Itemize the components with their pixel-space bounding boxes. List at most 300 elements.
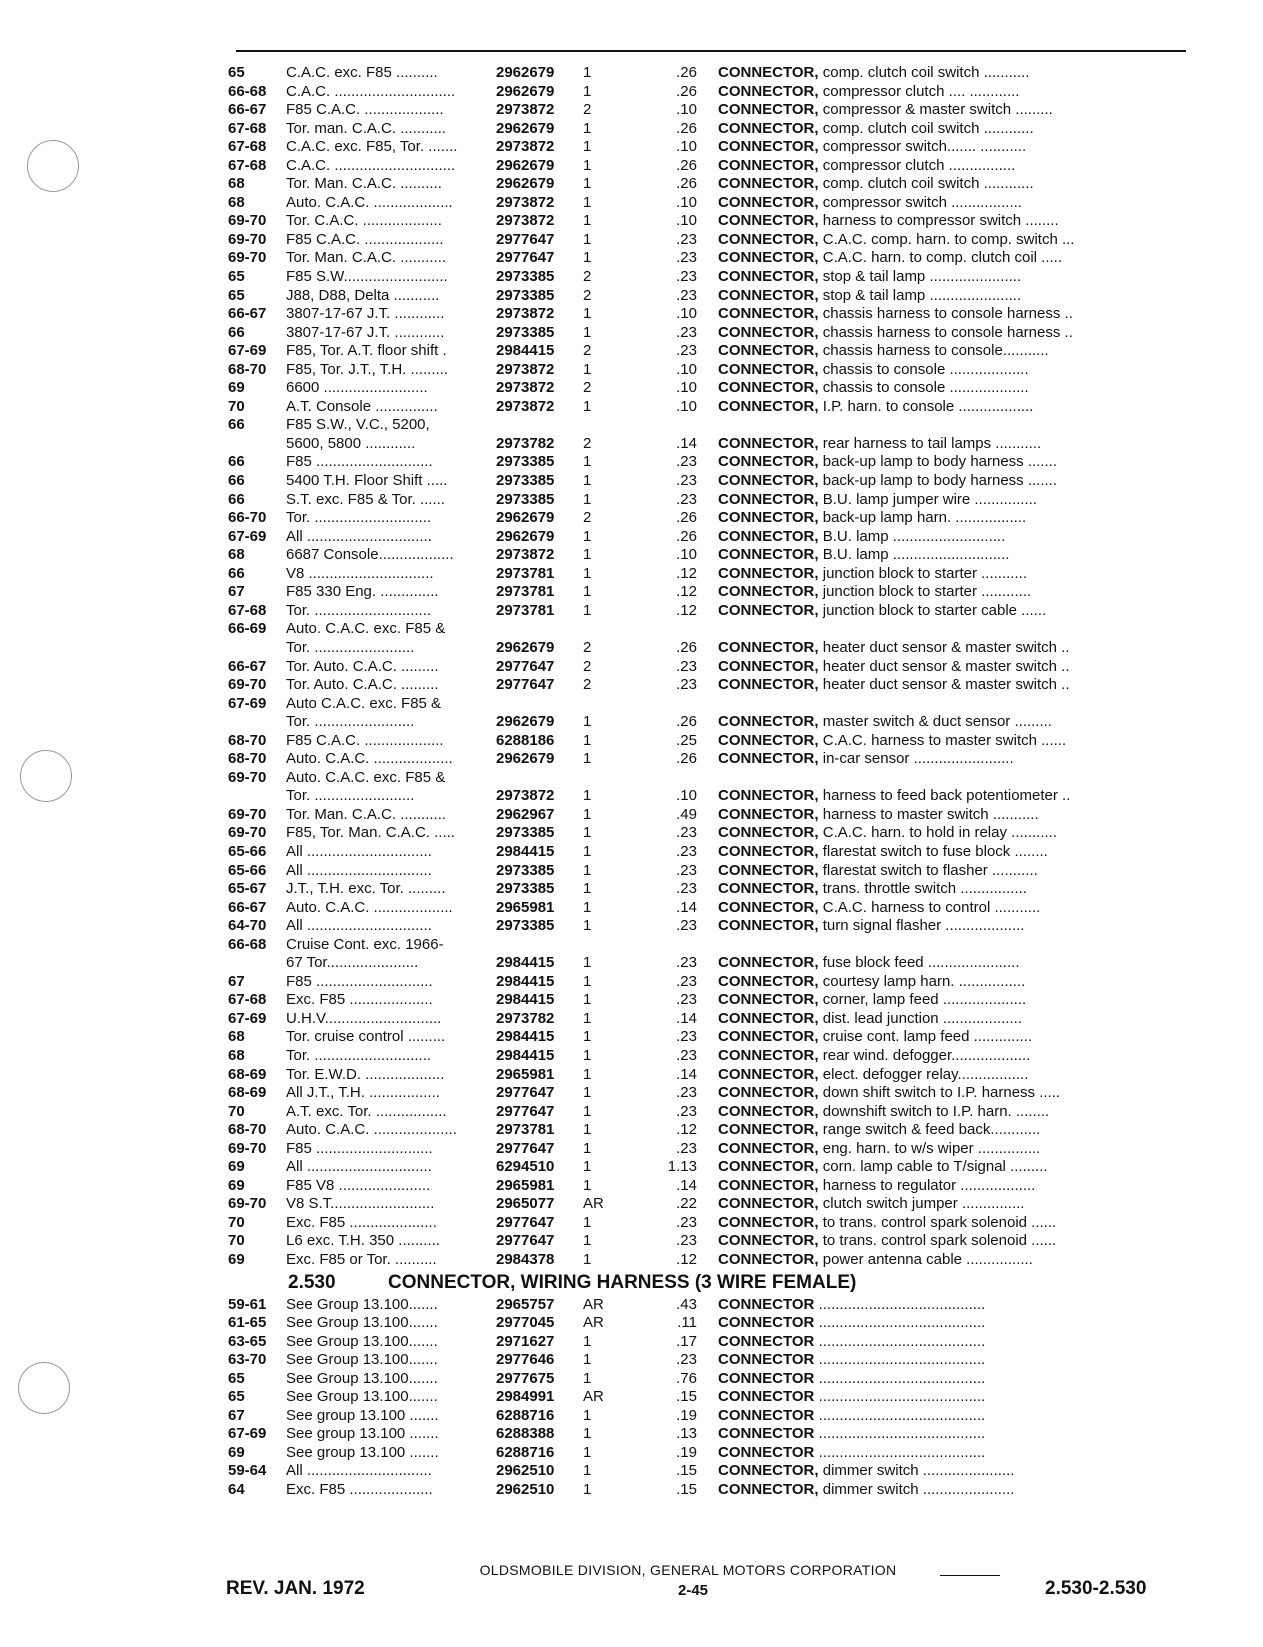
description [718, 862, 1188, 881]
table-row [228, 546, 1188, 565]
price: .26 [676, 638, 697, 656]
description-noun: CONNECTOR, [718, 1232, 819, 1250]
description-text: C.A.C. harness to master switch ...... [818, 731, 1067, 749]
model-year: 64 [228, 1481, 245, 1499]
model-year: 65 [228, 64, 245, 81]
description [718, 491, 1188, 510]
quantity: 1 [583, 861, 592, 879]
model-application: C.A.C. ............................. [286, 82, 456, 100]
model-year: 68 [228, 1028, 245, 1046]
price: .11 [677, 1314, 697, 1332]
model-year: 69-70 [228, 230, 267, 248]
model-year: 68-70 [228, 731, 267, 749]
part-number: 2977647 [496, 657, 555, 675]
table-row [228, 658, 1188, 677]
description [718, 398, 1188, 417]
model-application: Auto. C.A.C. exc. F85 & [286, 768, 446, 786]
model-application: Exc. F85 .................... [286, 1481, 433, 1499]
model-year: 69-70 [228, 676, 267, 694]
part-number: 2984415 [496, 1046, 555, 1064]
description [718, 324, 1188, 343]
description-noun: CONNECTOR, [718, 583, 819, 601]
description [718, 639, 1188, 658]
model-application: U.H.V............................ [286, 1009, 442, 1027]
price: .26 [676, 750, 697, 768]
part-number: 2973385 [496, 490, 555, 508]
model-year: 65-67 [228, 880, 267, 898]
model-year: 69-70 [228, 805, 267, 823]
part-number: 2973872 [496, 101, 555, 119]
table-row [228, 1066, 1188, 1085]
table-row [228, 843, 1188, 862]
table-row [228, 138, 1188, 157]
description-text: stop & tail lamp ...................... [818, 268, 1022, 286]
quantity: 1 [583, 64, 592, 81]
model-year: 67 [228, 1406, 245, 1424]
description-text: back-up lamp harn. ................. [818, 509, 1027, 527]
description-text: master switch & duct sensor ......... [818, 713, 1052, 731]
quantity: 1 [583, 787, 592, 805]
part-number: 2962679 [496, 750, 555, 768]
model-year: 66-67 [228, 101, 267, 119]
table-row [228, 1444, 1188, 1463]
price: .23 [676, 991, 697, 1009]
part-number: 2973385 [496, 472, 555, 490]
table-row [228, 639, 1188, 658]
description-noun: CONNECTOR, [718, 676, 819, 694]
part-number: 2977647 [496, 230, 555, 248]
description [718, 64, 1188, 83]
quantity: 2 [583, 268, 592, 286]
table-row [228, 1481, 1188, 1500]
description [718, 157, 1188, 176]
description-noun: CONNECTOR, [718, 601, 819, 619]
price: .10 [676, 193, 697, 211]
quantity: 2 [583, 657, 592, 675]
table-row [228, 1177, 1188, 1196]
price: .23 [676, 861, 697, 879]
part-number: 2973385 [496, 917, 555, 935]
description-noun: CONNECTOR, [718, 212, 819, 230]
price: .12 [676, 1121, 697, 1139]
model-year: 66-68 [228, 82, 267, 100]
model-application: Tor. Man. C.A.C. .......... [286, 175, 442, 193]
part-number: 2977646 [496, 1351, 555, 1369]
table-row [228, 64, 1188, 83]
price: .12 [676, 583, 697, 601]
model-application: All .............................. [286, 1462, 432, 1480]
price: .23 [676, 842, 697, 860]
model-application: J.T., T.H. exc. Tor. ......... [286, 880, 446, 898]
description-text: chassis to console ................... [818, 379, 1029, 397]
description-text: ........................................ [814, 1332, 986, 1350]
description-text: elect. defogger relay................. [818, 1065, 1029, 1083]
model-application: F85 ............................ [286, 972, 433, 990]
part-number: 2984415 [496, 954, 555, 972]
quantity: 1 [583, 1121, 592, 1139]
section-title: CONNECTOR, WIRING HARNESS (3 WIRE FEMALE) [388, 1271, 857, 1293]
quantity: 1 [583, 805, 592, 823]
price: .14 [676, 898, 697, 916]
price: .23 [676, 342, 697, 360]
description-text: C.A.C. harn. to hold in relay ........... [818, 824, 1057, 842]
quantity: 1 [583, 1351, 592, 1369]
table-row [228, 806, 1188, 825]
part-number: 6294510 [496, 1158, 555, 1176]
description-text: dimmer switch ...................... [818, 1481, 1015, 1499]
description-text: to trans. control spark solenoid ...... [818, 1232, 1057, 1250]
quantity: 1 [583, 972, 592, 990]
quantity: 2 [583, 638, 592, 656]
description-noun: CONNECTOR, [718, 82, 819, 100]
description [718, 973, 1188, 992]
part-number: 2984378 [496, 1251, 555, 1268]
description [718, 1195, 1188, 1214]
description-noun: CONNECTOR, [718, 1195, 819, 1213]
description-text: ........................................ [814, 1314, 986, 1332]
quantity: AR [583, 1195, 604, 1213]
model-year: 66-67 [228, 898, 267, 916]
quantity: 1 [583, 750, 592, 768]
description [718, 899, 1188, 918]
quantity: 2 [583, 434, 592, 452]
part-number: 2962679 [496, 527, 555, 545]
price: .10 [676, 546, 697, 564]
quantity: 1 [583, 397, 592, 415]
part-number: 2962679 [496, 119, 555, 137]
model-year: 67-69 [228, 527, 267, 545]
table-row [228, 101, 1188, 120]
description [718, 1177, 1188, 1196]
description-noun: CONNECTOR, [718, 638, 819, 656]
quantity: 1 [583, 824, 592, 842]
table-row [228, 249, 1188, 268]
description-noun: CONNECTOR, [718, 1028, 819, 1046]
price: .25 [676, 731, 697, 749]
quantity: AR [583, 1295, 604, 1313]
part-number: 2965981 [496, 898, 555, 916]
part-number: 6288388 [496, 1425, 555, 1443]
table-row [228, 1462, 1188, 1481]
description-text: dist. lead junction ................... [818, 1009, 1022, 1027]
description-text: trans. throttle switch ................ [818, 880, 1027, 898]
model-application: A.T. Console ............... [286, 397, 438, 415]
description-noun: CONNECTOR [718, 1388, 815, 1406]
description-text: flarestat switch to fuse block ........ [818, 842, 1048, 860]
part-number: 2977647 [496, 1102, 555, 1120]
model-application: All .............................. [286, 1158, 432, 1176]
table-row [228, 231, 1188, 250]
description-noun: CONNECTOR, [718, 1009, 819, 1027]
description-noun: CONNECTOR, [718, 1176, 819, 1194]
parts-list [228, 64, 1188, 1500]
part-number: 2973385 [496, 880, 555, 898]
model-application: F85, Tor. Man. C.A.C. ..... [286, 824, 455, 842]
part-number: 2973781 [496, 564, 555, 582]
price: .23 [676, 323, 697, 341]
description-noun: CONNECTOR, [718, 1139, 819, 1157]
description [718, 212, 1188, 231]
description-text: I.P. harn. to console .................. [818, 397, 1034, 415]
price: .26 [676, 156, 697, 174]
description [718, 1121, 1188, 1140]
description-noun: CONNECTOR, [718, 342, 819, 360]
model-application: Exc. F85 or Tor. .......... [286, 1251, 437, 1268]
model-application: All .............................. [286, 917, 432, 935]
quantity: 1 [583, 546, 592, 564]
table-row [228, 175, 1188, 194]
model-application: F85, Tor. J.T., T.H. ......... [286, 360, 448, 378]
description-noun: CONNECTOR, [718, 1102, 819, 1120]
model-application: See Group 13.100....... [286, 1295, 438, 1313]
description-noun: CONNECTOR, [718, 472, 819, 490]
model-year: 59-61 [228, 1295, 267, 1313]
model-year: 68-70 [228, 360, 267, 378]
description-noun: CONNECTOR, [718, 1462, 819, 1480]
description-noun: CONNECTOR, [718, 880, 819, 898]
price: .26 [676, 119, 697, 137]
description-noun: CONNECTOR, [718, 101, 819, 119]
price: .19 [676, 1443, 697, 1461]
price: .23 [676, 1351, 697, 1369]
description-text: chassis harness to console harness .. [818, 305, 1073, 323]
description-noun: CONNECTOR, [718, 527, 819, 545]
table-row [228, 83, 1188, 102]
description-noun: CONNECTOR, [718, 397, 819, 415]
table-row [228, 880, 1188, 899]
price: .26 [676, 82, 697, 100]
section-heading [228, 1270, 1188, 1296]
description [718, 658, 1188, 677]
table-row [228, 917, 1188, 936]
model-year: 69 [228, 379, 245, 397]
description [718, 1158, 1188, 1177]
top-rule [236, 50, 1186, 52]
description-noun: CONNECTOR, [718, 954, 819, 972]
description-noun: CONNECTOR, [718, 546, 819, 564]
model-application: 67 Tor...................... [286, 954, 419, 972]
model-year: 70 [228, 397, 245, 415]
quantity: 1 [583, 230, 592, 248]
model-application: F85 S.W......................... [286, 268, 448, 286]
price: .10 [676, 212, 697, 230]
description-noun: CONNECTOR, [718, 1065, 819, 1083]
description-text: fuse block feed ...................... [818, 954, 1020, 972]
model-application: See Group 13.100....... [286, 1369, 438, 1387]
description-noun: CONNECTOR, [718, 1251, 819, 1268]
table-row [228, 398, 1188, 417]
model-year: 70 [228, 1213, 245, 1231]
table-row [228, 1407, 1188, 1426]
description [718, 1066, 1188, 1085]
table-row [228, 1351, 1188, 1370]
model-application: Exc. F85 .................... [286, 991, 433, 1009]
quantity: 1 [583, 212, 592, 230]
description-text: compressor & master switch ......... [818, 101, 1053, 119]
table-row [228, 453, 1188, 472]
model-application: See Group 13.100....... [286, 1351, 438, 1369]
model-application: J88, D88, Delta ........... [286, 286, 440, 304]
model-year: 68-69 [228, 1084, 267, 1102]
price: .26 [676, 509, 697, 527]
table-row [228, 1028, 1188, 1047]
model-application: 5400 T.H. Floor Shift ..... [286, 472, 448, 490]
model-year: 67 [228, 583, 245, 601]
part-number: 2973385 [496, 268, 555, 286]
model-year: 67-68 [228, 991, 267, 1009]
part-number: 2984415 [496, 342, 555, 360]
table-row [228, 1195, 1188, 1214]
description-noun: CONNECTOR, [718, 917, 819, 935]
model-application: Tor. ............................ [286, 601, 432, 619]
table-row [228, 1388, 1188, 1407]
model-year: 68 [228, 175, 245, 193]
part-number: 2977647 [496, 1232, 555, 1250]
model-application: See Group 13.100....... [286, 1332, 438, 1350]
description [718, 1028, 1188, 1047]
description-noun: CONNECTOR [718, 1351, 815, 1369]
model-application: 3807-17-67 J.T. ............ [286, 323, 445, 341]
description [718, 453, 1188, 472]
description-text: compressor switch....... ........... [818, 138, 1027, 156]
model-application: Tor. ........................ [286, 638, 415, 656]
price: .14 [676, 1065, 697, 1083]
description-text: downshift switch to I.P. harn. ........ [818, 1102, 1050, 1120]
description-text: comp. clutch coil switch ............ [818, 175, 1034, 193]
table-row [228, 472, 1188, 491]
description [718, 1084, 1188, 1103]
description-noun: CONNECTOR, [718, 564, 819, 582]
description-noun: CONNECTOR, [718, 249, 819, 267]
table-row [228, 583, 1188, 602]
description-noun: CONNECTOR, [718, 787, 819, 805]
price: .15 [676, 1462, 697, 1480]
model-application: Tor. Man. C.A.C. ........... [286, 805, 447, 823]
description [718, 1214, 1188, 1233]
quantity: 1 [583, 1009, 592, 1027]
part-number: 2973385 [496, 286, 555, 304]
model-application: A.T. exc. Tor. ................. [286, 1102, 447, 1120]
page-number: 2-45 [678, 1582, 709, 1599]
description [718, 713, 1188, 732]
description-noun: CONNECTOR [718, 1369, 815, 1387]
part-number: 2962679 [496, 175, 555, 193]
quantity: 2 [583, 286, 592, 304]
quantity: 1 [583, 713, 592, 731]
description [718, 1444, 1188, 1463]
part-number: 2977647 [496, 1084, 555, 1102]
description-text: comp. clutch coil switch ............ [818, 119, 1034, 137]
price: .76 [676, 1369, 697, 1387]
model-year: 68-70 [228, 1121, 267, 1139]
table-row [228, 620, 1188, 639]
model-application: 5600, 5800 ............ [286, 434, 416, 452]
part-number: 2973385 [496, 323, 555, 341]
description-text: ........................................ [814, 1369, 986, 1387]
quantity: 1 [583, 1213, 592, 1231]
model-year: 66 [228, 323, 245, 341]
model-application: Auto. C.A.C. .................... [286, 1121, 457, 1139]
part-number: 2973781 [496, 601, 555, 619]
description [718, 101, 1188, 120]
model-application: F85, Tor. A.T. floor shift . [286, 342, 447, 360]
table-row [228, 565, 1188, 584]
model-year: 67-69 [228, 1425, 267, 1443]
model-application: S.T. exc. F85 & Tor. ...... [286, 490, 445, 508]
table-row [228, 1214, 1188, 1233]
part-number: 2962967 [496, 805, 555, 823]
price: .23 [676, 1213, 697, 1231]
price: .23 [676, 1102, 697, 1120]
part-number: 2965757 [496, 1295, 555, 1313]
model-application: F85 C.A.C. ................... [286, 230, 444, 248]
table-row [228, 287, 1188, 306]
table-row [228, 528, 1188, 547]
description-noun: CONNECTOR, [718, 490, 819, 508]
description [718, 1388, 1188, 1407]
description-noun: CONNECTOR, [718, 305, 819, 323]
description-noun: CONNECTOR, [718, 1046, 819, 1064]
price: .23 [676, 1232, 697, 1250]
description [718, 1425, 1188, 1444]
description-noun: CONNECTOR, [718, 230, 819, 248]
quantity: 1 [583, 1176, 592, 1194]
model-application: Tor. man. C.A.C. ........... [286, 119, 447, 137]
description-noun: CONNECTOR [718, 1295, 815, 1313]
model-year: 65 [228, 286, 245, 304]
price: .23 [676, 1046, 697, 1064]
model-application: Cruise Cont. exc. 1966- [286, 935, 444, 953]
quantity: AR [583, 1388, 604, 1406]
description-text: ........................................ [814, 1388, 986, 1406]
model-year: 65 [228, 1369, 245, 1387]
description [718, 175, 1188, 194]
model-year: 66-67 [228, 657, 267, 675]
price: .23 [676, 249, 697, 267]
table-row [228, 416, 1188, 435]
description [718, 305, 1188, 324]
model-year: 67-68 [228, 156, 267, 174]
part-number: 2973781 [496, 583, 555, 601]
model-year: 67 [228, 972, 245, 990]
quantity: 1 [583, 156, 592, 174]
quantity: 1 [583, 1139, 592, 1157]
model-application: Tor. Auto. C.A.C. ......... [286, 657, 439, 675]
description-noun: CONNECTOR, [718, 842, 819, 860]
description-text: corn. lamp cable to T/signal ......... [818, 1158, 1048, 1176]
table-row [228, 862, 1188, 881]
quantity: 1 [583, 898, 592, 916]
model-year: 69 [228, 1158, 245, 1176]
price: .10 [676, 360, 697, 378]
model-application: 6600 ......................... [286, 379, 428, 397]
description-noun: CONNECTOR, [718, 1213, 819, 1231]
model-year: 69 [228, 1443, 245, 1461]
description-noun: CONNECTOR, [718, 193, 819, 211]
model-application: Tor. E.W.D. ................... [286, 1065, 445, 1083]
model-year: 67-69 [228, 694, 267, 712]
description [718, 1010, 1188, 1029]
description-text: rear harness to tail lamps ........... [818, 434, 1042, 452]
description-noun: CONNECTOR, [718, 898, 819, 916]
quantity: 1 [583, 1046, 592, 1064]
table-row [228, 1333, 1188, 1352]
quantity: 1 [583, 954, 592, 972]
quantity: 1 [583, 1232, 592, 1250]
part-number: 2984415 [496, 972, 555, 990]
description-noun: CONNECTOR, [718, 991, 819, 1009]
model-year: 68 [228, 1046, 245, 1064]
